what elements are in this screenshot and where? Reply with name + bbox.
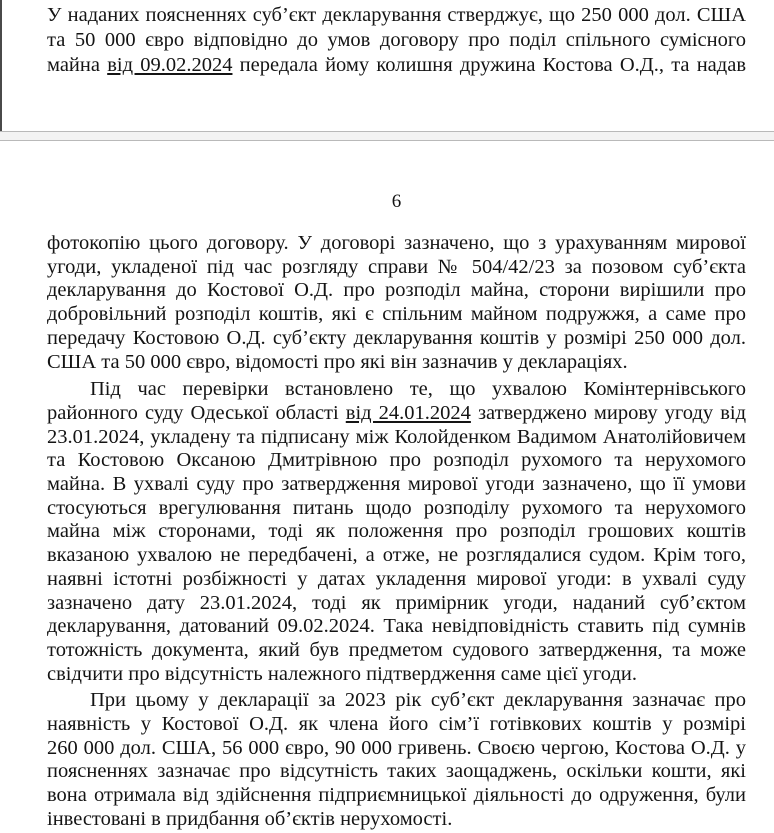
page-separator (0, 131, 774, 141)
text-segment: фотокопію цього договору. У договорі зазначено, що з урахуванням мирової угоди, укладеної під час розгляду справи № 504/42/23 за позовом суб’єкта декларування до Костової О.Д. про розподіл майна, сторони вирішили про добровільний розподіл коштів, які є спільним майном подружжя, а саме про передачу Костовою О.Д. суб’єкту декларування коштів у розмірі 250 000 дол. США та 50 000 євро, відомості про які він зазначив у деклараціях. (47, 232, 746, 373)
page-5-fragment (0, 0, 774, 131)
underlined-date: від 09.02.2024 (107, 54, 233, 76)
text-segment: передала йому колишня дружина Костова О.Д., та надав (232, 54, 746, 76)
paragraph (47, 232, 746, 374)
text-segment: Під час перевірки встановлено те, що ухвалою Комінтернівського районного суду Одеської області (47, 378, 746, 424)
paragraph (47, 3, 746, 78)
page-6-content (47, 232, 746, 832)
paragraph (47, 689, 746, 831)
page-6 (0, 141, 774, 833)
text-segment: При цьому у декларації за 2023 рік суб’єкт декларування зазначає про наявність у Костової О.Д. як члена його сім’ї готівкових коштів у розмірі 260 000 дол. США, 56 000 євро, 90 000 гривень. Своєю чергою, Костова О.Д. у поясненнях зазначає про відсутність таких заощаджень, оскільки кошти, які вона отримала від здійснення підприємницької діяльності до одруження, були інвестовані в придбання об’єктів нерухомості. (47, 689, 746, 830)
page-number: 6 (391, 191, 402, 212)
paragraph (47, 378, 746, 686)
text-segment: затверджено мирову угоду від 23.01.2024, укладену та підписану між Колойденком Вадимом Анатолійовичем та Костовою Оксаною Дмитрівною про розподіл рухомого та нерухомого майна. В ухвалі суду про затвердження мирової угоди зазначено, що її умови стосуються врегулювання питань щодо розподілу рухомого та нерухомого майна між сторонами, тоді як положення про розподіл грошових коштів вказаною ухвалою не передбачені, а отже, не розглядалися судом. Крім того, наявні істотні розбіжності у датах укладення мирової угоди: в ухвалі суду зазначено дату 23.01.2024, тоді як примірник угоди, наданий суб’єктом декларування, датований 09.02.2024. Така невідповідність ставить під сумнів тотожність документа, який був предметом судового затвердження, та може свідчити про відсутність належного підтвердження саме цієї угоди. (47, 401, 747, 685)
text-segment: У наданих поясненнях суб’єкт декларування стверджує, що 250 000 дол. США та 50 000 євро відповідно до умов договору про поділ спільного сумісного майна (47, 4, 746, 76)
underlined-date: від 24.01.2024 (345, 401, 471, 424)
page-scan-edge (0, 0, 2, 131)
